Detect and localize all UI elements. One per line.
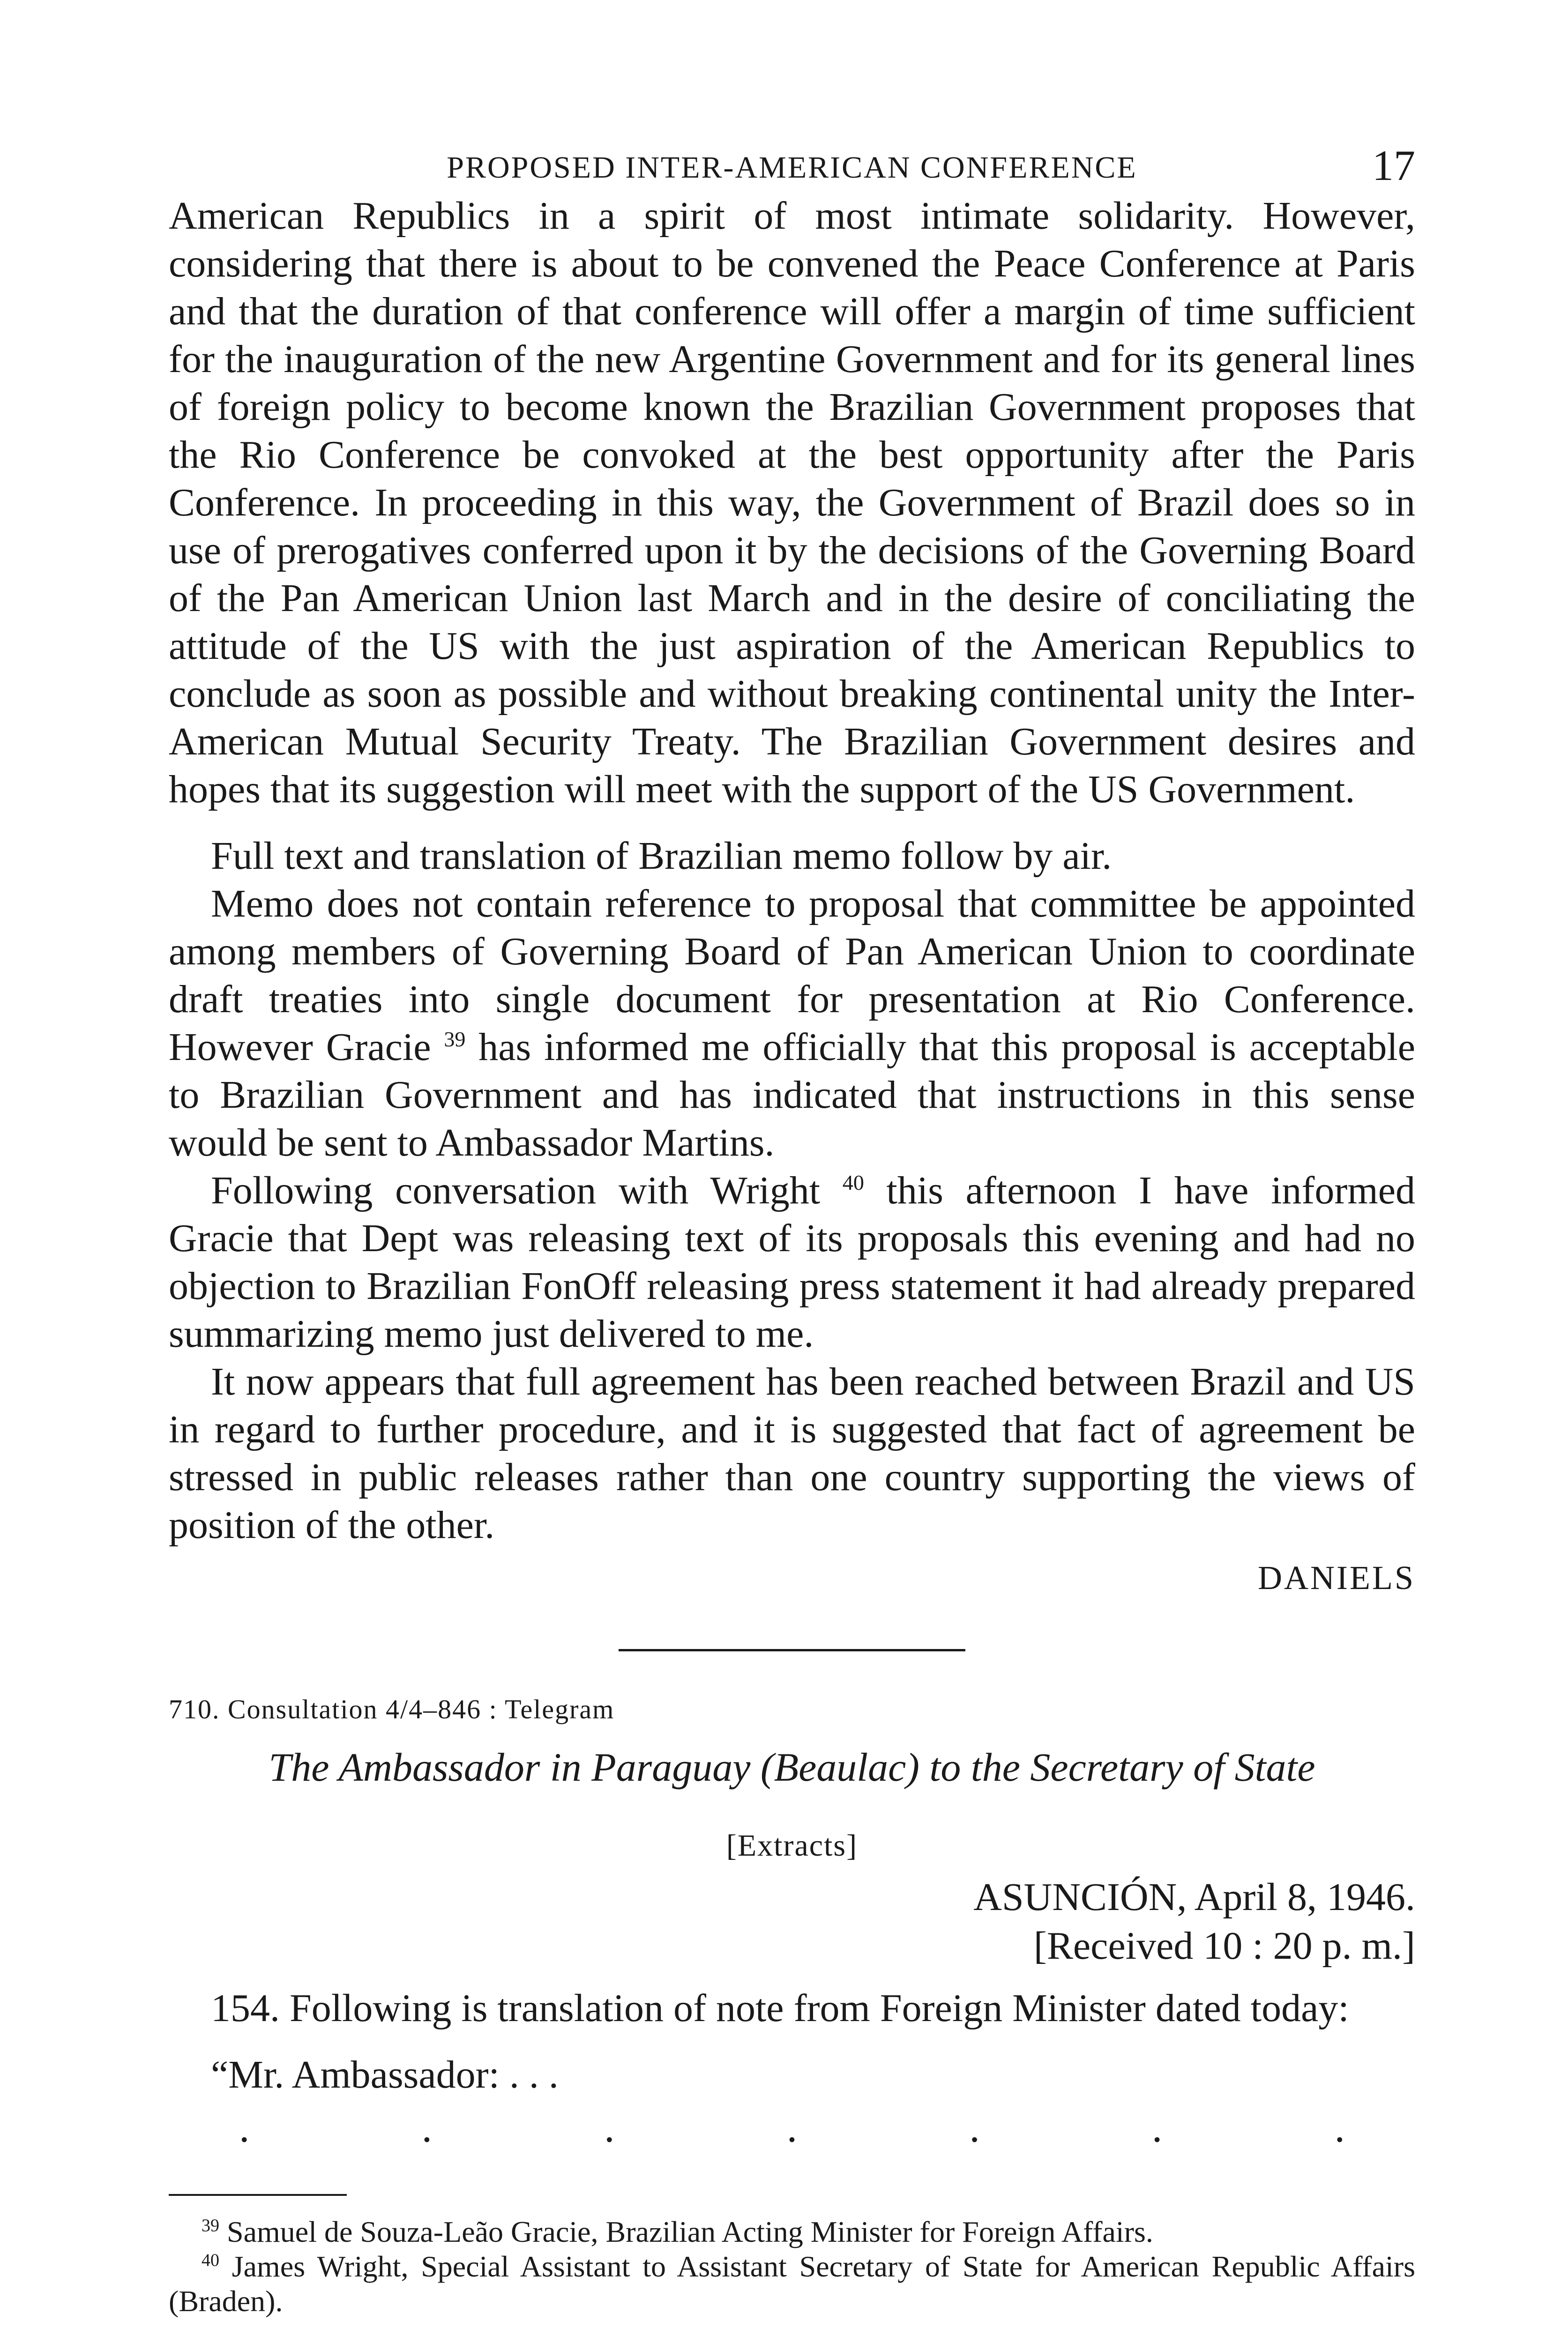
paragraph-continued: American Republics in a spirit of most intimate solidarity. However, considering that there is about to be convened the Peace Conference at Paris and that the duration of that conference will offer a margin of time sufficient for the inauguration of the new Argentine Government and for its general lines of foreign policy to become known the Brazilian Government proposes that the Rio Conference be convoked at the best opportunity after the Paris Conference. In proceeding in this way, the Government of Brazil does so in use of prerogatives conferred upon it by the decisions of the Governing Board of the Pan American Union last March and in the desire of conciliating the attitude of the US with the just aspiration of the American Republics to conclude as soon as possible and without breaking continental unity the Inter-American Mutual Security Treaty. The Brazilian Government desires and hopes that its suggestion will meet with the support of the US Government. bbox=[169, 194, 1415, 811]
signature: DANIELS bbox=[1258, 1559, 1415, 1597]
paragraph-memo bbox=[169, 880, 1415, 1167]
paragraph-wright-text-b: this afternoon I have informed Gracie that Dept was releasing text of its proposals this evening and had no objection to Brazilian FonOff releasing press statement it had already prepared summarizing memo just delivered to me. bbox=[169, 1169, 1416, 1356]
footnote-divider bbox=[169, 2194, 347, 2196]
omission-dot: . bbox=[786, 2104, 798, 2151]
paragraph-translation: 154. Following is translation of note from Foreign Minister dated today: bbox=[211, 1986, 1349, 2030]
paragraph-wright-text-a: Following conversation with Wright bbox=[211, 1169, 821, 1212]
paragraph-agreement: It now appears that full agreement has been reached between Brazil and US in regard to further procedure, and it is suggested that fact of agreement be stressed in public releases rather than one country supporting the views of position of the other. bbox=[169, 1360, 1415, 1547]
omission-dot: . bbox=[421, 2104, 433, 2151]
paragraph-memo-text-b: has informed me officially that this proposal is acceptable to Brazilian Government and has indicated that instructions in this sense would be sent to Ambassador Martins. bbox=[169, 1025, 1415, 1164]
omission-dot: . bbox=[604, 2104, 615, 2151]
footnote-ref-40: 40 bbox=[842, 1171, 864, 1194]
document-page bbox=[169, 141, 1415, 2319]
footnote-text: James Wright, Special Assistant to Assistant Secretary of State for American Republic Affairs (Braden). bbox=[169, 2250, 1415, 2318]
dateline: ASUNCIÓN, April 8, 1946. bbox=[973, 1875, 1415, 1919]
omission-dot: . bbox=[969, 2104, 980, 2151]
paragraph-full-text-note: Full text and translation of Brazilian memo follow by air. bbox=[211, 834, 1112, 878]
footnote-40 bbox=[169, 2249, 1415, 2319]
extracts-label: [Extracts] bbox=[726, 1828, 858, 1863]
footnote-text: Samuel de Souza-Leão Gracie, Brazilian Acting Minister for Foreign Affairs. bbox=[219, 2215, 1153, 2248]
footnote-number: 39 bbox=[202, 2216, 219, 2236]
received-time: [Received 10 : 20 p. m.] bbox=[1033, 1924, 1415, 1968]
running-title: PROPOSED INTER-AMERICAN CONFERENCE bbox=[447, 150, 1137, 185]
paragraph-salutation: “Mr. Ambassador: . . . bbox=[211, 2053, 559, 2097]
omission-dot: . bbox=[239, 2104, 250, 2151]
omission-dot: . bbox=[1334, 2104, 1345, 2151]
section-divider bbox=[619, 1649, 965, 1651]
omission-dots bbox=[169, 2104, 1415, 2152]
file-reference: 710. Consultation 4/4–846 : Telegram bbox=[169, 1694, 615, 1724]
footnote-number: 40 bbox=[202, 2250, 219, 2270]
footnote-39 bbox=[169, 2215, 1415, 2249]
running-head bbox=[169, 141, 1415, 192]
paragraph-wright bbox=[169, 1167, 1415, 1358]
document-title: The Ambassador in Paraguay (Beaulac) to the Secretary of State bbox=[269, 1745, 1315, 1790]
footnote-ref-39: 39 bbox=[444, 1027, 466, 1051]
page-number: 17 bbox=[1372, 142, 1415, 189]
omission-dot: . bbox=[1151, 2104, 1163, 2151]
paragraph-memo-text-a: Memo does not contain reference to proposal that committee be appointed among members of Governing Board of Pan American Union to coordinate draft treaties into single document for presentation at Rio Conference. However Gracie bbox=[169, 882, 1415, 1069]
